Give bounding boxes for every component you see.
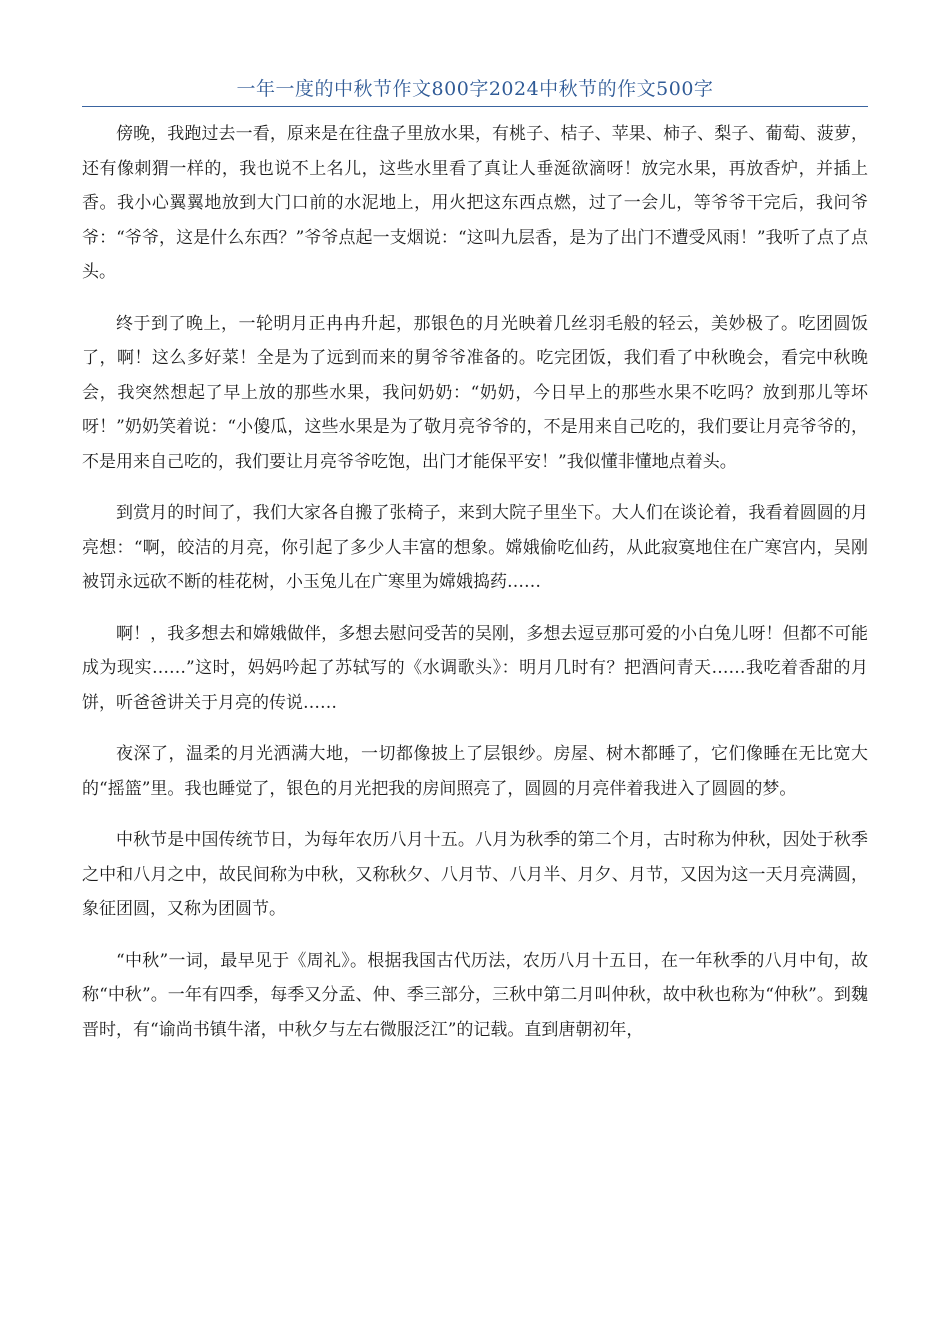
document-page xyxy=(82,74,868,1064)
paragraph-2: 终于到了晚上，一轮明月正冉冉升起，那银色的月光映着几丝羽毛般的轻云，美妙极了。吃团圆饭了，啊！这么多好菜！全是为了远到而来的舅爷爷准备的。吃完团饭，我们看了中秋晚会，看完中秋晚会，我突然想起了早上放的那些水果，我问奶奶：“奶奶，今日早上的那些水果不吃吗？放到那儿等坏呀！”奶奶笑着说：“小傻瓜，这些水果是为了敬月亮爷爷的，不是用来自己吃的，我们要让月亮爷爷的，不是用来自己吃的，我们要让月亮爷爷吃饱，出门才能保平安！”我似懂非懂地点着头。 xyxy=(82,313,868,472)
paragraph-6: 中秋节是中国传统节日，为每年农历八月十五。八月为秋季的第二个月，古时称为仲秋，因处于秋季之中和八月之中，故民间称为中秋，又称秋夕、八月节、八月半、月夕、月节，又因为这一天月亮满圆，象征团圆，又称为团圆节。 xyxy=(82,830,868,919)
paragraph-5: 夜深了，温柔的月光洒满大地，一切都像披上了层银纱。房屋、树木都睡了，它们像睡在无比宽大的“摇篮”里。我也睡觉了，银色的月光把我的房间照亮了，圆圆的月亮伴着我进入了圆圆的梦。 xyxy=(82,744,868,799)
paragraph-7: “中秋”一词，最早见于《周礼》。根据我国古代历法，农历八月十五日，在一年秋季的八月中旬，故称“中秋”。一年有四季，每季又分孟、仲、季三部分，三秋中第二月叫仲秋，故中秋也称为“仲秋”。到魏晋时，有“谕尚书镇牛渚，中秋夕与左右微服泛江”的记载。直到唐朝初年， xyxy=(82,950,868,1040)
paragraph-3: 到赏月的时间了，我们大家各自搬了张椅子，来到大院子里坐下。大人们在谈论着，我看着圆圆的月亮想：“啊，皎洁的月亮，你引起了多少人丰富的想象。嫦娥偷吃仙药，从此寂寞地住在广寒宫内，吴刚被罚永远砍不断的桂花树，小玉兔儿在广寒里为嫦娥捣药…… xyxy=(82,503,868,592)
page-header-title: 一年一度的中秋节作文800字2024中秋节的作文500字 xyxy=(82,74,868,107)
paragraph-1: 傍晚，我跑过去一看，原来是在往盘子里放水果，有桃子、桔子、苹果、柿子、梨子、葡萄、菠萝，还有像刺猬一样的，我也说不上名儿，这些水里看了真让人垂涎欲滴呀！放完水果，再放香炉，并插上香。我小心翼翼地放到大门口前的水泥地上，用火把这东西点燃，过了一会儿，等爷爷干完后，我问爷爷：“爷爷，这是什么东西？”爷爷点起一支烟说：“这叫九层香，是为了出门不遭受风雨！”我听了点了点头。 xyxy=(82,124,868,282)
paragraph-4: 啊！，我多想去和嫦娥做伴，多想去慰问受苦的吴刚，多想去逗豆那可爱的小白兔儿呀！但都不可能成为现实……”这时，妈妈吟起了苏轼写的《水调歌头》：明月几时有？把酒问青天……我吃着香甜的月饼，听爸爸讲关于月亮的传说…… xyxy=(82,623,868,713)
